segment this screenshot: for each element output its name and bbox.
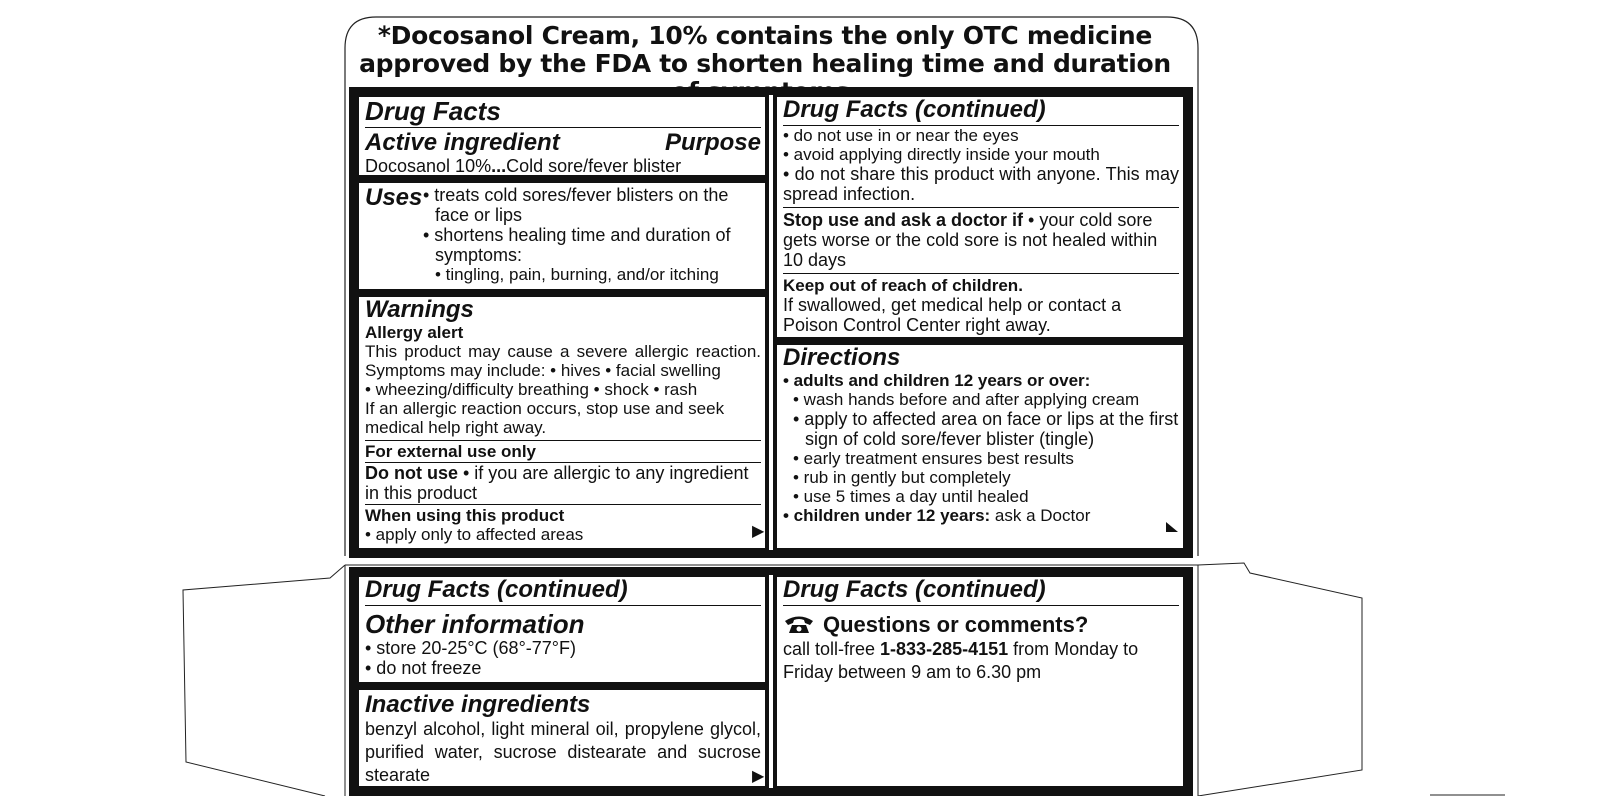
continued-title-3: Drug Facts (continued) — [783, 576, 1046, 603]
other-info-item-2: • do not freeze — [365, 658, 482, 678]
right-triangle-icon: ▶ — [752, 768, 765, 785]
caution-item-1: • do not use in or near the eyes — [783, 126, 1019, 145]
uses-item-2: • shortens healing time and duration of symptoms: — [423, 225, 731, 265]
corner-triangle-icon — [1166, 522, 1178, 532]
do-not-use-text: • if you are allergic to any ingredient in this product — [365, 463, 749, 503]
direction-5: • use 5 times a day until healed — [793, 487, 1029, 506]
allergy-alert-text: This product may cause a severe allergic reaction. Symptoms may include: • hives • facial swelling — [365, 342, 761, 380]
questions-heading-row — [783, 612, 1179, 638]
direction-2: • apply to affected area on face or lips at the first sign of cold sore/fever blister (tingle) — [793, 409, 1179, 449]
call-prefix: call toll-free — [783, 639, 881, 659]
do-not-use-heading: Do not use — [365, 463, 458, 483]
drug-facts-title: Drug Facts — [365, 96, 501, 126]
call-suffix: from Monday to Friday between 9 am to 6.30 pm — [783, 639, 1139, 682]
inactive-ingredients-box — [355, 686, 769, 790]
direction-1: • wash hands before and after applying cream — [793, 390, 1140, 409]
questions-heading: Questions or comments? — [823, 612, 1089, 637]
phone-number[interactable]: 1-833-285-4151 — [880, 639, 1009, 659]
keep-out-heading: Keep out of reach of children. — [783, 276, 1023, 295]
purpose-heading: Purpose — [664, 129, 761, 156]
other-info-item-1: • store 20-25°C (68°-77°F) — [365, 638, 576, 658]
stop-use-heading: Stop use and ask a doctor if — [783, 210, 1024, 230]
when-using-item: • apply only to affected areas — [365, 525, 584, 544]
other-information-box — [355, 573, 769, 686]
allergy-occurs: If an allergic reaction occurs, stop use and seek medical help right away. — [365, 399, 725, 437]
keep-out-text: If swallowed, get medical help or contact a Poison Control Center right away. — [783, 295, 1122, 335]
directions-adults: • adults and children 12 years or over: — [783, 371, 1091, 390]
allergy-symptoms: • wheezing/difficulty breathing • shock • rash — [365, 380, 698, 399]
warnings-heading: Warnings — [365, 296, 474, 323]
children-text: ask a Doctor — [990, 506, 1091, 525]
active-ingredient-line — [365, 156, 761, 179]
uses-item-1: • treats cold sores/fever blisters on the face or lips — [423, 185, 729, 225]
allergy-alert-heading: Allergy alert — [365, 323, 464, 342]
continued-title-1: Drug Facts (continued) — [783, 96, 1046, 123]
drug-facts-box — [355, 93, 769, 179]
active-ingredient-heading: Active ingredient — [365, 129, 560, 156]
docosanol-claim: *Docosanol Cream, 10% contains the only OTC medicine approved by the FDA to shorten healing time and duration — [359, 21, 1171, 78]
right-triangle-icon: ▶ — [752, 523, 765, 540]
directions-children — [783, 506, 1179, 525]
uses-box — [355, 179, 769, 293]
children-label: • children under 12 years: — [783, 506, 991, 525]
stop-use — [783, 208, 1179, 273]
caution-item-3: • do not share this product with anyone. This may spread infection. — [783, 164, 1179, 204]
call-info — [783, 638, 1179, 684]
drug-facts-continued-box — [773, 93, 1187, 341]
inactive-ingredients-text: benzyl alcohol, light mineral oil, propylene glycol, purified water, sucrose distearate and sucrose stearate — [365, 719, 761, 785]
do-not-use — [365, 463, 761, 504]
caution-item-2: • avoid applying directly inside your mouth — [783, 145, 1100, 164]
telephone-icon — [783, 614, 815, 634]
directions-heading: Directions — [783, 344, 901, 371]
ingredient-name: Docosanol 10% — [365, 156, 492, 176]
inactive-ingredients-heading: Inactive ingredients — [365, 691, 591, 718]
other-information-heading: Other information — [365, 609, 585, 639]
direction-3: • early treatment ensures best results — [793, 449, 1074, 468]
uses-item-3: • tingling, pain, burning, and/or itching — [435, 265, 719, 284]
when-using-heading: When using this product — [365, 506, 565, 525]
warnings-box — [355, 293, 769, 552]
questions-box — [773, 573, 1187, 790]
continued-title-2: Drug Facts (continued) — [365, 576, 628, 603]
external-use: For external use only — [365, 442, 536, 461]
uses-heading: Uses — [365, 184, 423, 211]
direction-4: • rub in gently but completely — [793, 468, 1011, 487]
directions-box — [773, 341, 1187, 552]
ingredient-purpose: Cold sore/fever blister — [506, 156, 682, 176]
ingredient-dots: ... — [491, 156, 507, 176]
stop-use-text: • your cold sore gets worse or the cold sore is not healed within 10 days — [783, 210, 1158, 270]
